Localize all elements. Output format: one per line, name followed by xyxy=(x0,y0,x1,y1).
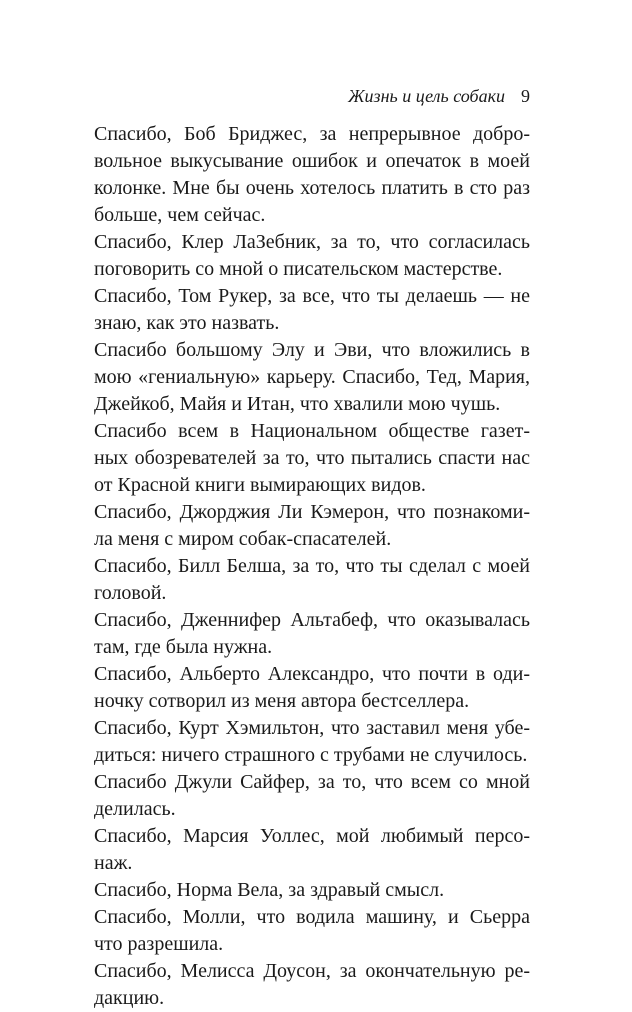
paragraph-line: знаю, как это назвать. xyxy=(94,312,280,334)
paragraph-line: мою «гениальную» карьеру. Спасибо, Тед, Мария, xyxy=(94,366,530,388)
body-text xyxy=(94,121,530,1012)
paragraph-first-line: Спасибо, Джорджия Ли Кэмерон, что познакоми- xyxy=(94,501,530,523)
paragraph-first-line: Спасибо, Том Рукер, за все, что ты делаешь — не xyxy=(94,285,530,307)
paragraph-line: ночку сотворил из меня автора бестселлера. xyxy=(94,690,470,712)
paragraph-first-line: Спасибо, Норма Вела, за здравый смысл. xyxy=(94,879,445,901)
paragraph-line: колонке. Мне бы очень хотелось платить в сто раз xyxy=(94,177,530,199)
paragraph-line: Джейкоб, Майя и Итан, что хвалили мою чушь. xyxy=(94,393,501,415)
paragraph-first-line: Спасибо Джули Сайфер, за то, что всем со мной xyxy=(94,771,530,793)
paragraph-line: поговорить со мной о писательском мастерстве. xyxy=(94,258,503,280)
paragraph-line: вольное выкусывание ошибок и опечаток в моей xyxy=(94,150,530,172)
paragraph-first-line: Спасибо, Молли, что водила машину, и Сьерра xyxy=(94,906,530,928)
paragraph-line: наж. xyxy=(94,852,133,874)
paragraph-line: больше, чем сейчас. xyxy=(94,204,266,226)
paragraph-line: диться: ничего страшного с трубами не случилось. xyxy=(94,744,528,766)
paragraph-line: ных обозревателей за то, что пытались спасти нас xyxy=(94,447,530,469)
paragraph-first-line: Спасибо, Марсия Уоллес, мой любимый персо- xyxy=(94,825,530,847)
paragraph-line: головой. xyxy=(94,582,167,604)
paragraph-first-line: Спасибо всем в Национальном обществе газет- xyxy=(94,420,530,442)
paragraph-first-line: Спасибо большому Элу и Эви, что вложились в xyxy=(94,339,530,361)
paragraph-line: что разрешила. xyxy=(94,933,224,955)
paragraph-line: дакцию. xyxy=(94,987,165,1009)
paragraph-first-line: Спасибо, Билл Белша, за то, что ты сделал с моей xyxy=(94,555,530,577)
paragraph-first-line: Спасибо, Мелисса Доусон, за окончательную ре- xyxy=(94,960,530,982)
paragraph-first-line: Спасибо, Альберто Александро, что почти в оди- xyxy=(94,663,530,685)
paragraph-line: от Красной книги вымирающих видов. xyxy=(94,474,426,496)
paragraph-first-line: Спасибо, Дженнифер Альтабеф, что оказывалась xyxy=(94,609,530,631)
paragraph-first-line: Спасибо, Боб Бриджес, за непрерывное добро- xyxy=(94,123,530,145)
running-head xyxy=(348,84,530,108)
paragraph-line: там, где была нужна. xyxy=(94,636,273,658)
running-title: Жизнь и цель собаки xyxy=(348,86,505,106)
paragraph-line: делилась. xyxy=(94,798,176,820)
paragraph-first-line: Спасибо, Клер ЛаЗебник, за то, что согласилась xyxy=(94,231,530,253)
paragraph-first-line: Спасибо, Курт Хэмильтон, что заставил меня убе- xyxy=(94,717,530,739)
page-number: 9 xyxy=(521,86,530,106)
paragraph-line: ла меня с миром собак-спасателей. xyxy=(94,528,392,550)
